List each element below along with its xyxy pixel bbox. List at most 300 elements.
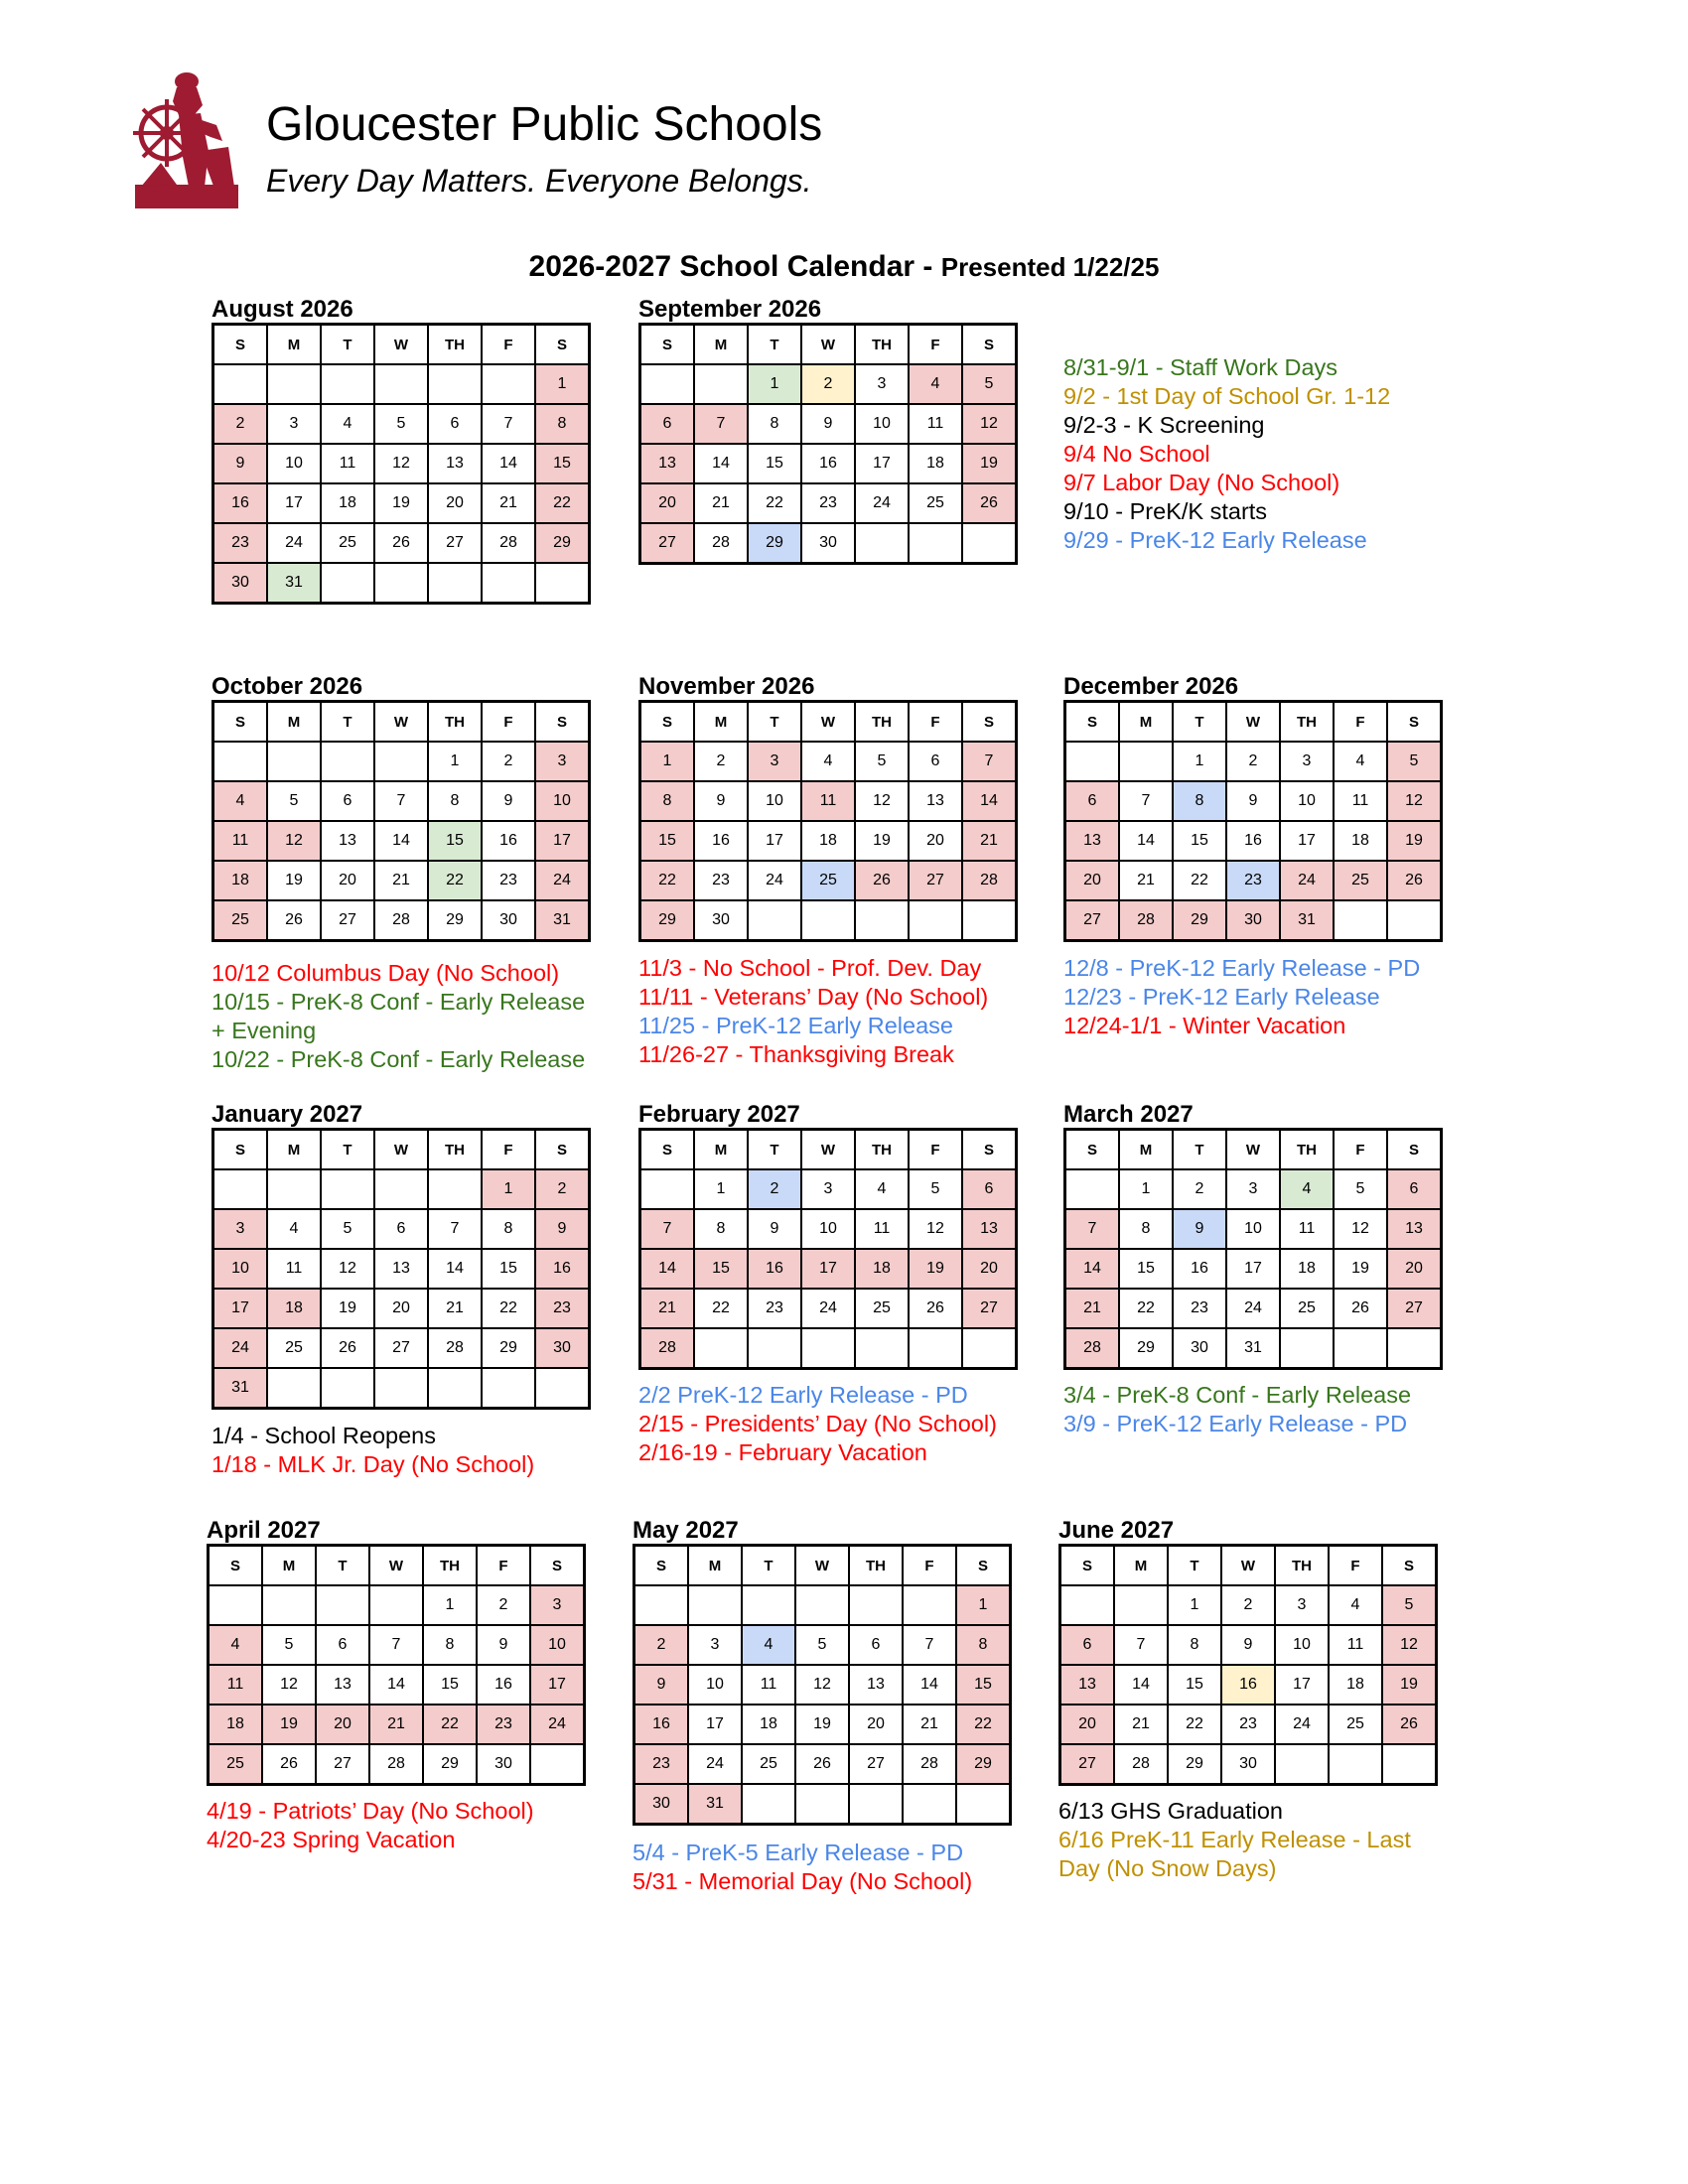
calendar-grid bbox=[1063, 1128, 1443, 1370]
weekday-label: W bbox=[1221, 1546, 1275, 1586]
empty-day-cell bbox=[1280, 1328, 1334, 1369]
day-cell: 20 bbox=[849, 1705, 903, 1744]
day-cell: 26 bbox=[321, 1328, 374, 1368]
day-cell: 24 bbox=[748, 861, 801, 900]
day-cell: 13 bbox=[374, 1249, 428, 1289]
day-cell: 28 bbox=[374, 900, 428, 941]
day-cell: 26 bbox=[1387, 861, 1442, 900]
week-row bbox=[1060, 1665, 1437, 1705]
day-cell: 20 bbox=[962, 1249, 1017, 1289]
week-row bbox=[640, 1289, 1017, 1328]
day-cell: 15 bbox=[482, 1249, 535, 1289]
week-row bbox=[1060, 1585, 1437, 1625]
day-cell: 14 bbox=[1065, 1249, 1120, 1289]
day-cell: 13 bbox=[962, 1209, 1017, 1249]
day-cell: 8 bbox=[748, 404, 801, 444]
month-title: December 2026 bbox=[1063, 673, 1239, 700]
day-cell: 13 bbox=[849, 1665, 903, 1705]
day-cell: 27 bbox=[640, 523, 695, 564]
day-cell: 16 bbox=[213, 483, 268, 523]
month-title: April 2027 bbox=[207, 1517, 321, 1544]
empty-day-cell bbox=[482, 1368, 535, 1409]
month-title: October 2026 bbox=[211, 673, 363, 700]
day-cell: 8 bbox=[956, 1625, 1011, 1665]
day-cell: 6 bbox=[428, 404, 482, 444]
day-cell: 5 bbox=[855, 742, 909, 781]
empty-day-cell bbox=[267, 1169, 321, 1209]
day-cell: 13 bbox=[1387, 1209, 1442, 1249]
day-cell: 14 bbox=[1119, 821, 1173, 861]
day-cell: 20 bbox=[321, 861, 374, 900]
day-cell: 26 bbox=[795, 1744, 849, 1784]
day-cell: 29 bbox=[423, 1744, 477, 1785]
weekday-label: M bbox=[267, 1130, 321, 1170]
week-row bbox=[640, 1169, 1017, 1209]
day-cell: 10 bbox=[267, 444, 321, 483]
empty-day-cell bbox=[909, 1328, 962, 1369]
empty-day-cell bbox=[849, 1585, 903, 1625]
day-cell: 30 bbox=[1226, 900, 1280, 941]
day-cell: 7 bbox=[640, 1209, 695, 1249]
day-cell: 4 bbox=[267, 1209, 321, 1249]
day-cell: 23 bbox=[801, 483, 855, 523]
day-cell: 7 bbox=[428, 1209, 482, 1249]
day-cell: 17 bbox=[530, 1665, 585, 1705]
day-cell: 27 bbox=[1387, 1289, 1442, 1328]
weekday-label: M bbox=[688, 1546, 742, 1586]
day-cell: 6 bbox=[849, 1625, 903, 1665]
week-row bbox=[1060, 1705, 1437, 1744]
weekday-label: W bbox=[374, 1130, 428, 1170]
day-cell: 19 bbox=[374, 483, 428, 523]
day-cell: 15 bbox=[694, 1249, 748, 1289]
empty-day-cell bbox=[962, 1328, 1017, 1369]
calendar-note: 9/2-3 - K Screening bbox=[1063, 412, 1265, 438]
day-cell: 17 bbox=[688, 1705, 742, 1744]
week-row bbox=[1065, 900, 1442, 941]
weekday-label: W bbox=[801, 325, 855, 365]
day-cell: 9 bbox=[1173, 1209, 1226, 1249]
calendar-grid bbox=[1058, 1544, 1438, 1786]
weekday-label: S bbox=[962, 325, 1017, 365]
day-cell: 18 bbox=[855, 1249, 909, 1289]
day-cell: 11 bbox=[209, 1665, 263, 1705]
day-cell: 24 bbox=[213, 1328, 268, 1368]
day-cell: 16 bbox=[748, 1249, 801, 1289]
day-cell: 29 bbox=[640, 900, 695, 941]
empty-day-cell bbox=[855, 900, 909, 941]
weekday-label: W bbox=[374, 325, 428, 365]
empty-day-cell bbox=[374, 563, 428, 604]
weekday-label: M bbox=[694, 1130, 748, 1170]
day-cell: 11 bbox=[1334, 781, 1387, 821]
day-cell: 22 bbox=[1168, 1705, 1221, 1744]
weekday-label: S bbox=[1065, 702, 1120, 743]
weekday-label: TH bbox=[849, 1546, 903, 1586]
day-cell: 15 bbox=[640, 821, 695, 861]
weekday-label: F bbox=[1334, 1130, 1387, 1170]
day-cell: 21 bbox=[962, 821, 1017, 861]
weekday-label: F bbox=[1329, 1546, 1382, 1586]
calendar-note: 11/3 - No School - Prof. Dev. Day bbox=[638, 955, 982, 981]
day-cell: 28 bbox=[640, 1328, 695, 1369]
weekday-label: W bbox=[374, 702, 428, 743]
day-cell: 10 bbox=[688, 1665, 742, 1705]
day-cell: 7 bbox=[1119, 781, 1173, 821]
calendar-grid bbox=[1063, 700, 1443, 942]
day-cell: 15 bbox=[428, 821, 482, 861]
day-cell: 3 bbox=[748, 742, 801, 781]
calendar-grid bbox=[211, 700, 591, 942]
day-cell: 8 bbox=[694, 1209, 748, 1249]
week-row bbox=[640, 821, 1017, 861]
day-cell: 19 bbox=[1334, 1249, 1387, 1289]
empty-day-cell bbox=[374, 742, 428, 781]
month-jun-2027 bbox=[1058, 1517, 1438, 1786]
day-cell: 19 bbox=[262, 1705, 316, 1744]
month-mar-2027 bbox=[1063, 1101, 1443, 1370]
day-cell: 28 bbox=[1114, 1744, 1168, 1785]
day-cell: 1 bbox=[1168, 1585, 1221, 1625]
day-cell: 20 bbox=[316, 1705, 369, 1744]
day-cell: 8 bbox=[640, 781, 695, 821]
weekday-label: S bbox=[1387, 702, 1442, 743]
day-cell: 22 bbox=[956, 1705, 1011, 1744]
empty-day-cell bbox=[428, 1368, 482, 1409]
empty-day-cell bbox=[903, 1784, 956, 1825]
day-cell: 5 bbox=[962, 364, 1017, 404]
notes-november bbox=[638, 954, 988, 1069]
day-cell: 25 bbox=[909, 483, 962, 523]
weekday-label: S bbox=[1382, 1546, 1437, 1586]
day-cell: 16 bbox=[1221, 1665, 1275, 1705]
weekday-label: T bbox=[748, 702, 801, 743]
day-cell: 26 bbox=[1382, 1705, 1437, 1744]
weekday-header-row bbox=[640, 1130, 1017, 1170]
day-cell: 4 bbox=[1334, 742, 1387, 781]
presented-date: Presented 1/22/25 bbox=[940, 252, 1160, 282]
day-cell: 9 bbox=[535, 1209, 590, 1249]
calendar-note: 3/4 - PreK-8 Conf - Early Release bbox=[1063, 1382, 1412, 1408]
week-row bbox=[213, 523, 590, 563]
day-cell: 4 bbox=[855, 1169, 909, 1209]
day-cell: 22 bbox=[640, 861, 695, 900]
weekday-label: S bbox=[535, 1130, 590, 1170]
day-cell: 7 bbox=[374, 781, 428, 821]
day-cell: 9 bbox=[634, 1665, 689, 1705]
weekday-label: F bbox=[909, 1130, 962, 1170]
day-cell: 25 bbox=[855, 1289, 909, 1328]
month-title: January 2027 bbox=[211, 1101, 363, 1128]
day-cell: 17 bbox=[267, 483, 321, 523]
day-cell: 20 bbox=[1065, 861, 1120, 900]
day-cell: 16 bbox=[482, 821, 535, 861]
weekday-label: S bbox=[213, 325, 268, 365]
day-cell: 12 bbox=[1382, 1625, 1437, 1665]
day-cell: 20 bbox=[374, 1289, 428, 1328]
week-row bbox=[640, 444, 1017, 483]
day-cell: 12 bbox=[909, 1209, 962, 1249]
day-cell: 3 bbox=[1226, 1169, 1280, 1209]
empty-day-cell bbox=[748, 900, 801, 941]
day-cell: 22 bbox=[748, 483, 801, 523]
calendar-note: Day (No Snow Days) bbox=[1058, 1855, 1277, 1881]
day-cell: 28 bbox=[1119, 900, 1173, 941]
week-row bbox=[640, 742, 1017, 781]
day-cell: 3 bbox=[530, 1585, 585, 1625]
weekday-label: F bbox=[482, 325, 535, 365]
day-cell: 13 bbox=[428, 444, 482, 483]
day-cell: 8 bbox=[1173, 781, 1226, 821]
day-cell: 28 bbox=[962, 861, 1017, 900]
calendar-note: 9/10 - PreK/K starts bbox=[1063, 498, 1268, 524]
day-cell: 13 bbox=[316, 1665, 369, 1705]
day-cell: 10 bbox=[213, 1249, 268, 1289]
day-cell: 27 bbox=[1065, 900, 1120, 941]
day-cell: 14 bbox=[374, 821, 428, 861]
empty-day-cell bbox=[213, 742, 268, 781]
day-cell: 5 bbox=[1334, 1169, 1387, 1209]
empty-day-cell bbox=[321, 563, 374, 604]
month-sep-2026 bbox=[638, 296, 1018, 565]
empty-day-cell bbox=[962, 523, 1017, 564]
weekday-label: S bbox=[962, 702, 1017, 743]
weekday-header-row bbox=[1060, 1546, 1437, 1586]
day-cell: 17 bbox=[748, 821, 801, 861]
day-cell: 22 bbox=[428, 861, 482, 900]
calendar-note: 9/29 - PreK-12 Early Release bbox=[1063, 527, 1367, 553]
week-row bbox=[213, 1289, 590, 1328]
day-cell: 31 bbox=[1280, 900, 1334, 941]
empty-day-cell bbox=[535, 1368, 590, 1409]
empty-day-cell bbox=[688, 1585, 742, 1625]
calendar-grid bbox=[638, 1128, 1018, 1370]
day-cell: 1 bbox=[1119, 1169, 1173, 1209]
calendar-note: 3/9 - PreK-12 Early Release - PD bbox=[1063, 1411, 1408, 1436]
week-row bbox=[640, 483, 1017, 523]
day-cell: 21 bbox=[1065, 1289, 1120, 1328]
month-nov-2026 bbox=[638, 673, 1018, 942]
day-cell: 19 bbox=[909, 1249, 962, 1289]
month-apr-2027 bbox=[207, 1517, 586, 1786]
day-cell: 8 bbox=[482, 1209, 535, 1249]
day-cell: 21 bbox=[1119, 861, 1173, 900]
day-cell: 24 bbox=[1280, 861, 1334, 900]
calendar-note: 1/4 - School Reopens bbox=[211, 1423, 437, 1448]
week-row bbox=[634, 1625, 1011, 1665]
day-cell: 13 bbox=[1060, 1665, 1115, 1705]
day-cell: 22 bbox=[423, 1705, 477, 1744]
day-cell: 6 bbox=[640, 404, 695, 444]
day-cell: 27 bbox=[849, 1744, 903, 1784]
week-row bbox=[213, 1368, 590, 1409]
day-cell: 30 bbox=[535, 1328, 590, 1368]
empty-day-cell bbox=[1114, 1585, 1168, 1625]
weekday-label: F bbox=[482, 1130, 535, 1170]
weekday-label: S bbox=[640, 325, 695, 365]
month-aug-2026 bbox=[211, 296, 591, 605]
day-cell: 15 bbox=[423, 1665, 477, 1705]
day-cell: 9 bbox=[1221, 1625, 1275, 1665]
day-cell: 24 bbox=[267, 523, 321, 563]
day-cell: 18 bbox=[267, 1289, 321, 1328]
day-cell: 24 bbox=[1275, 1705, 1329, 1744]
day-cell: 19 bbox=[855, 821, 909, 861]
weekday-label: S bbox=[535, 702, 590, 743]
day-cell: 18 bbox=[801, 821, 855, 861]
day-cell: 15 bbox=[1173, 821, 1226, 861]
weekday-label: W bbox=[801, 702, 855, 743]
day-cell: 13 bbox=[909, 781, 962, 821]
day-cell: 11 bbox=[855, 1209, 909, 1249]
notes-january bbox=[211, 1422, 534, 1479]
day-cell: 24 bbox=[530, 1705, 585, 1744]
day-cell: 15 bbox=[748, 444, 801, 483]
day-cell: 26 bbox=[1334, 1289, 1387, 1328]
day-cell: 26 bbox=[962, 483, 1017, 523]
weekday-label: S bbox=[1060, 1546, 1115, 1586]
day-cell: 3 bbox=[267, 404, 321, 444]
day-cell: 28 bbox=[903, 1744, 956, 1784]
weekday-label: T bbox=[321, 325, 374, 365]
day-cell: 14 bbox=[428, 1249, 482, 1289]
week-row bbox=[1065, 1289, 1442, 1328]
day-cell: 12 bbox=[962, 404, 1017, 444]
day-cell: 17 bbox=[213, 1289, 268, 1328]
day-cell: 8 bbox=[428, 781, 482, 821]
weekday-label: W bbox=[1226, 1130, 1280, 1170]
day-cell: 18 bbox=[321, 483, 374, 523]
day-cell: 8 bbox=[423, 1625, 477, 1665]
day-cell: 17 bbox=[1280, 821, 1334, 861]
weekday-label: W bbox=[1226, 702, 1280, 743]
day-cell: 10 bbox=[748, 781, 801, 821]
day-cell: 21 bbox=[369, 1705, 423, 1744]
weekday-label: M bbox=[1119, 702, 1173, 743]
day-cell: 7 bbox=[694, 404, 748, 444]
calendar-note: 10/22 - PreK-8 Conf - Early Release bbox=[211, 1046, 586, 1072]
day-cell: 31 bbox=[535, 900, 590, 941]
empty-day-cell bbox=[795, 1784, 849, 1825]
week-row bbox=[1065, 1328, 1442, 1369]
day-cell: 12 bbox=[321, 1249, 374, 1289]
day-cell: 25 bbox=[213, 900, 268, 941]
weekday-label: S bbox=[213, 1130, 268, 1170]
day-cell: 23 bbox=[1173, 1289, 1226, 1328]
day-cell: 17 bbox=[855, 444, 909, 483]
day-cell: 7 bbox=[482, 404, 535, 444]
weekday-label: T bbox=[321, 702, 374, 743]
weekday-label: F bbox=[909, 702, 962, 743]
calendar-grid bbox=[211, 1128, 591, 1410]
empty-day-cell bbox=[1334, 1328, 1387, 1369]
day-cell: 5 bbox=[374, 404, 428, 444]
notes-april bbox=[207, 1797, 534, 1854]
day-cell: 10 bbox=[1226, 1209, 1280, 1249]
day-cell: 23 bbox=[748, 1289, 801, 1328]
day-cell: 17 bbox=[1226, 1249, 1280, 1289]
calendar-note: + Evening bbox=[211, 1018, 317, 1043]
day-cell: 30 bbox=[482, 900, 535, 941]
day-cell: 26 bbox=[267, 900, 321, 941]
weekday-label: F bbox=[482, 702, 535, 743]
weekday-header-row bbox=[1065, 1130, 1442, 1170]
day-cell: 2 bbox=[1173, 1169, 1226, 1209]
day-cell: 30 bbox=[1221, 1744, 1275, 1785]
weekday-label: M bbox=[694, 325, 748, 365]
calendar-title bbox=[0, 250, 1688, 284]
empty-day-cell bbox=[1334, 900, 1387, 941]
day-cell: 9 bbox=[477, 1625, 530, 1665]
empty-day-cell bbox=[428, 364, 482, 404]
week-row bbox=[213, 483, 590, 523]
empty-day-cell bbox=[742, 1585, 795, 1625]
day-cell: 31 bbox=[688, 1784, 742, 1825]
week-row bbox=[209, 1625, 585, 1665]
day-cell: 3 bbox=[688, 1625, 742, 1665]
weekday-header-row bbox=[213, 325, 590, 365]
day-cell: 4 bbox=[742, 1625, 795, 1665]
weekday-label: TH bbox=[428, 702, 482, 743]
calendar-note: 4/19 - Patriots’ Day (No School) bbox=[207, 1798, 534, 1824]
day-cell: 6 bbox=[909, 742, 962, 781]
day-cell: 9 bbox=[213, 444, 268, 483]
day-cell: 31 bbox=[1226, 1328, 1280, 1369]
day-cell: 22 bbox=[482, 1289, 535, 1328]
weekday-label: F bbox=[477, 1546, 530, 1586]
week-row bbox=[209, 1585, 585, 1625]
week-row bbox=[1065, 1169, 1442, 1209]
day-cell: 30 bbox=[801, 523, 855, 564]
weekday-label: S bbox=[1387, 1130, 1442, 1170]
weekday-header-row bbox=[634, 1546, 1011, 1586]
weekday-label: S bbox=[209, 1546, 263, 1586]
week-row bbox=[213, 781, 590, 821]
day-cell: 10 bbox=[530, 1625, 585, 1665]
day-cell: 10 bbox=[1280, 781, 1334, 821]
calendar-note: 9/2 - 1st Day of School Gr. 1-12 bbox=[1063, 383, 1391, 409]
day-cell: 6 bbox=[1060, 1625, 1115, 1665]
day-cell: 16 bbox=[694, 821, 748, 861]
week-row bbox=[634, 1784, 1011, 1825]
day-cell: 11 bbox=[1329, 1625, 1382, 1665]
empty-day-cell bbox=[267, 1368, 321, 1409]
empty-day-cell bbox=[1329, 1744, 1382, 1785]
day-cell: 23 bbox=[477, 1705, 530, 1744]
day-cell: 19 bbox=[267, 861, 321, 900]
week-row bbox=[1065, 861, 1442, 900]
week-row bbox=[634, 1585, 1011, 1625]
calendar-note: 4/20-23 Spring Vacation bbox=[207, 1827, 456, 1852]
weekday-label: S bbox=[962, 1130, 1017, 1170]
empty-day-cell bbox=[1065, 1169, 1120, 1209]
day-cell: 1 bbox=[640, 742, 695, 781]
day-cell: 30 bbox=[1173, 1328, 1226, 1369]
day-cell: 12 bbox=[1334, 1209, 1387, 1249]
empty-day-cell bbox=[267, 742, 321, 781]
weekday-header-row bbox=[1065, 702, 1442, 743]
weekday-header-row bbox=[213, 1130, 590, 1170]
empty-day-cell bbox=[428, 1169, 482, 1209]
calendar-note: 12/23 - PreK-12 Early Release bbox=[1063, 984, 1380, 1010]
day-cell: 16 bbox=[1173, 1249, 1226, 1289]
weekday-label: W bbox=[795, 1546, 849, 1586]
calendar-note: 2/15 - Presidents’ Day (No School) bbox=[638, 1411, 997, 1436]
day-cell: 4 bbox=[909, 364, 962, 404]
calendar-grid bbox=[211, 323, 591, 605]
day-cell: 2 bbox=[477, 1585, 530, 1625]
day-cell: 9 bbox=[482, 781, 535, 821]
